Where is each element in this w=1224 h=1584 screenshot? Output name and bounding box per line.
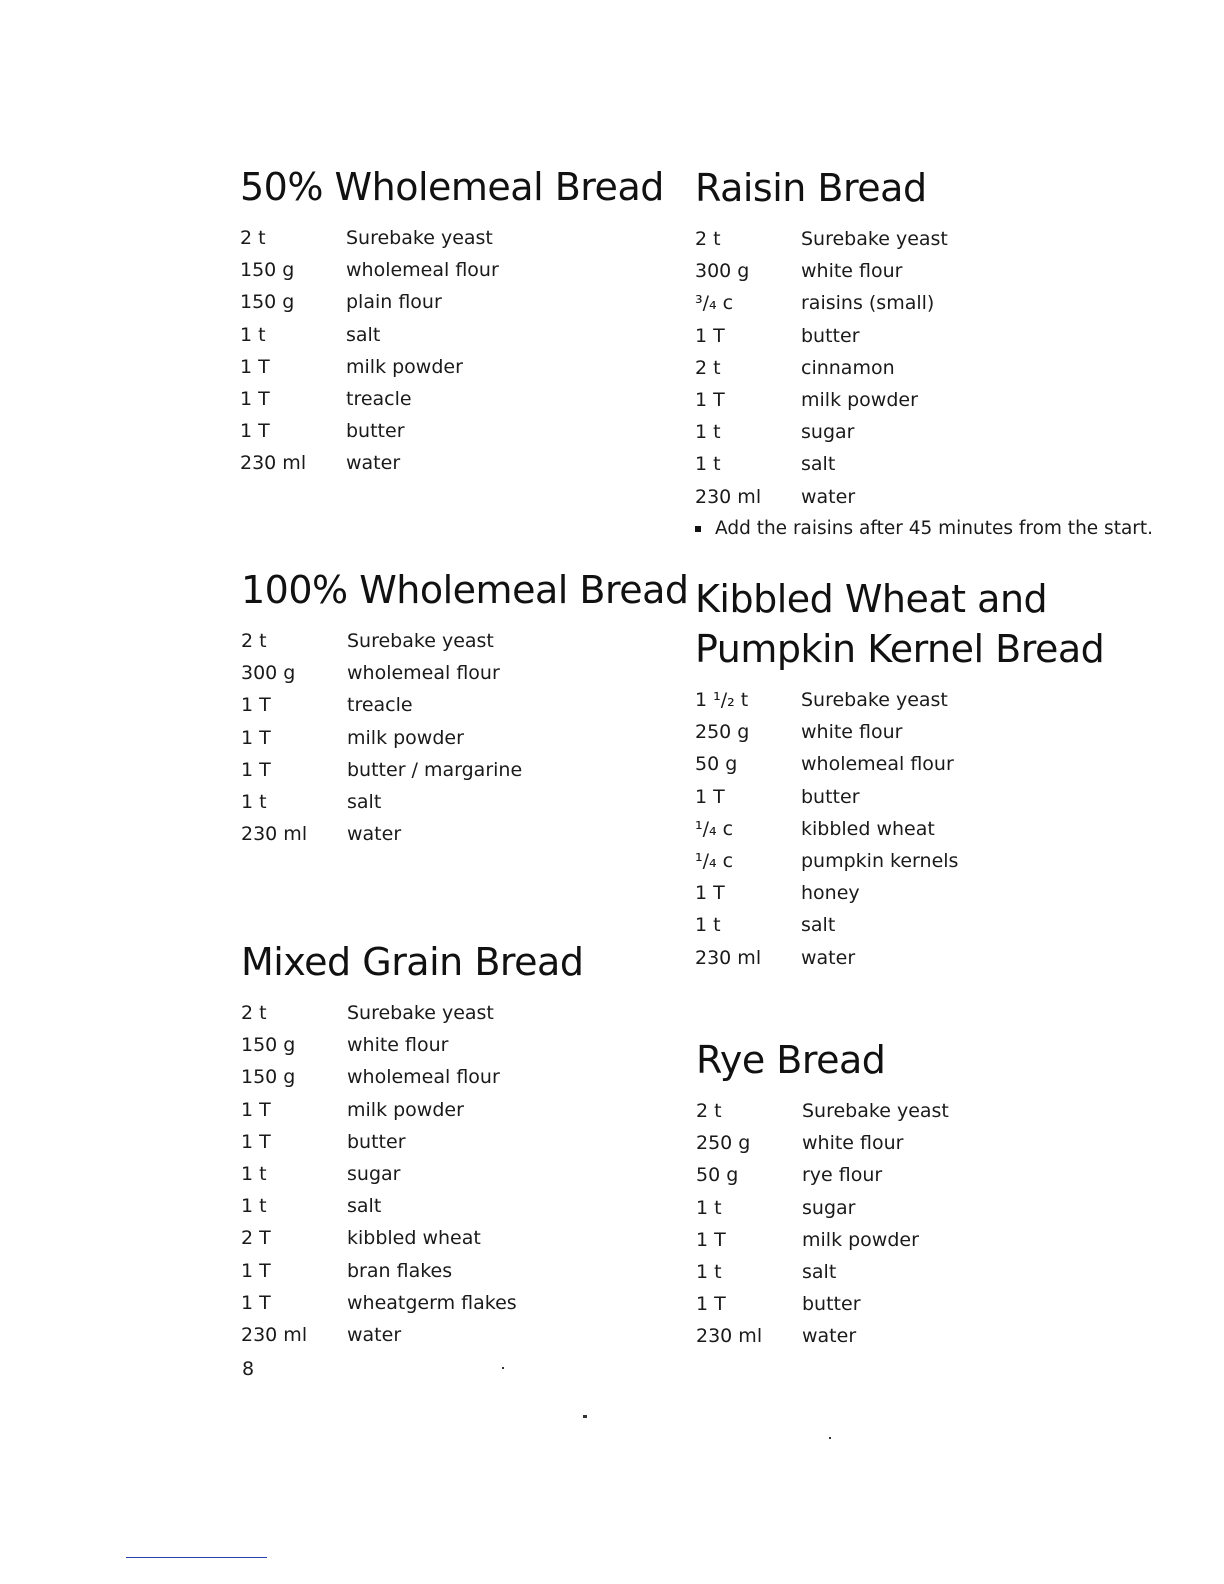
recipe-raisin — [695, 163, 1153, 545]
recipe-title-line: Mixed Grain Bread — [241, 940, 584, 984]
recipe-title — [241, 937, 583, 987]
ingredient-name: milk powder — [801, 389, 918, 412]
ingredient-quantity: 1 t — [695, 914, 721, 937]
ingredient-name: salt — [347, 1195, 382, 1218]
ingredient-quantity: 1 t — [241, 1163, 267, 1186]
ingredient-row — [696, 1320, 949, 1352]
scan-edge-line — [126, 1557, 267, 1558]
recipe-rye — [696, 1035, 949, 1353]
ingredient-quantity: 300 g — [695, 260, 750, 283]
ingredient-quantity: ¹/₄ c — [695, 817, 734, 840]
ingredient-row — [695, 352, 1153, 384]
ingredient-quantity: 1 t — [241, 791, 267, 814]
ingredient-name: salt — [801, 914, 836, 937]
ingredient-name: salt — [802, 1261, 837, 1284]
ingredient-name: butter — [801, 324, 860, 347]
ingredient-row — [695, 481, 1153, 513]
ingredient-row — [696, 1095, 949, 1127]
ingredient-row — [241, 1158, 583, 1190]
ingredient-quantity: 2 t — [695, 356, 721, 379]
recipe-title-line: Kibbled Wheat and — [695, 577, 1048, 621]
ingredient-name: Surebake yeast — [347, 630, 494, 653]
ingredient-quantity: 1 ¹/₂ t — [695, 689, 749, 712]
ingredient-row — [696, 1256, 949, 1288]
ingredient-name: milk powder — [347, 726, 464, 749]
ingredient-name: wheatgerm flakes — [347, 1291, 517, 1314]
ingredient-row — [240, 415, 664, 447]
ingredient-quantity: 1 t — [696, 1261, 722, 1284]
ingredient-row — [695, 877, 1104, 909]
ingredient-quantity: 250 g — [696, 1132, 751, 1155]
ingredient-row — [241, 1287, 583, 1319]
ingredient-row — [696, 1159, 949, 1191]
ingredient-quantity: 1 T — [240, 355, 270, 378]
ingredient-quantity: 150 g — [240, 259, 295, 282]
ingredient-name: bran flakes — [347, 1259, 453, 1282]
ingredient-quantity: 2 t — [240, 227, 266, 250]
ingredient-row — [696, 1224, 949, 1256]
recipe-note — [695, 513, 1153, 545]
recipe-title — [695, 163, 1153, 213]
ingredient-quantity: 230 ml — [695, 485, 762, 508]
ingredient-row — [695, 448, 1153, 480]
scan-speck — [502, 1367, 504, 1369]
ingredient-quantity: 1 T — [695, 785, 725, 808]
ingredient-name: white flour — [801, 260, 903, 283]
recipe-title-line: 50% Wholemeal Bread — [240, 165, 664, 209]
ingredient-name: white flour — [802, 1132, 904, 1155]
ingredient-row — [241, 1029, 583, 1061]
ingredient-list — [241, 625, 689, 850]
ingredient-name: wholemeal flour — [346, 259, 499, 282]
ingredient-row — [241, 1255, 583, 1287]
ingredient-name: white flour — [801, 721, 903, 744]
recipe-title — [241, 565, 689, 615]
ingredient-row — [695, 416, 1153, 448]
ingredient-row — [695, 942, 1104, 974]
ingredient-quantity: 230 ml — [240, 452, 307, 475]
ingredient-name: milk powder — [347, 1098, 464, 1121]
ingredient-list — [696, 1095, 949, 1353]
recipe-title — [695, 574, 1104, 674]
recipe-title — [240, 162, 664, 212]
ingredient-quantity: 1 T — [241, 1259, 271, 1282]
recipe-title-line: 100% Wholemeal Bread — [241, 568, 689, 612]
ingredient-quantity: 50 g — [696, 1164, 739, 1187]
ingredient-name: water — [802, 1325, 857, 1348]
ingredient-quantity: 150 g — [240, 291, 295, 314]
ingredient-quantity: 300 g — [241, 662, 296, 685]
ingredient-row — [241, 689, 689, 721]
recipe-50-wholemeal — [240, 162, 664, 480]
ingredient-quantity: 1 T — [696, 1228, 726, 1251]
ingredient-row — [241, 722, 689, 754]
ingredient-row — [241, 1126, 583, 1158]
recipe-title-line: Raisin Bread — [695, 166, 927, 210]
ingredient-quantity: 150 g — [241, 1034, 296, 1057]
ingredient-quantity: 1 T — [695, 324, 725, 347]
ingredient-row — [240, 383, 664, 415]
ingredient-quantity: 150 g — [241, 1066, 296, 1089]
ingredient-name: butter / margarine — [347, 758, 523, 781]
ingredient-list — [241, 997, 583, 1351]
recipe-title-line: Pumpkin Kernel Bread — [695, 627, 1105, 671]
ingredient-row — [695, 909, 1104, 941]
recipe-title-line: Rye Bread — [696, 1038, 886, 1082]
bullet-icon — [695, 526, 701, 532]
ingredient-row — [240, 286, 664, 318]
ingredient-name: water — [347, 1323, 402, 1346]
ingredient-quantity: 1 T — [695, 882, 725, 905]
ingredient-name: sugar — [347, 1163, 401, 1186]
ingredient-row — [241, 786, 689, 818]
ingredient-row — [695, 287, 1153, 319]
ingredient-name: salt — [346, 323, 381, 346]
ingredient-quantity: 230 ml — [695, 946, 762, 969]
ingredient-quantity: ¹/₄ c — [695, 850, 734, 873]
recipe-kibbled-wheat-pumpkin — [695, 574, 1104, 974]
ingredient-name: wholemeal flour — [801, 753, 954, 776]
ingredient-quantity: 230 ml — [241, 1323, 308, 1346]
ingredient-row — [241, 818, 689, 850]
ingredient-row — [241, 1061, 583, 1093]
ingredient-name: water — [347, 823, 402, 846]
ingredient-name: honey — [801, 882, 860, 905]
ingredient-quantity: 230 ml — [696, 1325, 763, 1348]
ingredient-name: Surebake yeast — [346, 227, 493, 250]
ingredient-name: butter — [346, 420, 405, 443]
ingredient-quantity: 1 T — [240, 388, 270, 411]
ingredient-row — [696, 1192, 949, 1224]
ingredient-quantity: 2 t — [695, 228, 721, 251]
scan-speck — [583, 1415, 587, 1418]
ingredient-name: Surebake yeast — [801, 689, 948, 712]
ingredient-row — [695, 716, 1104, 748]
ingredient-quantity: 1 T — [241, 1130, 271, 1153]
ingredient-name: rye flour — [802, 1164, 883, 1187]
ingredient-name: white flour — [347, 1034, 449, 1057]
ingredient-quantity: 1 T — [241, 1098, 271, 1121]
ingredient-quantity: 1 T — [241, 694, 271, 717]
ingredient-name: raisins (small) — [801, 292, 935, 315]
ingredient-name: sugar — [801, 421, 855, 444]
ingredient-name: treacle — [347, 694, 413, 717]
ingredient-quantity: 50 g — [695, 753, 738, 776]
ingredient-row — [240, 254, 664, 286]
ingredient-quantity: 2 T — [241, 1227, 271, 1250]
ingredient-row — [241, 657, 689, 689]
ingredient-quantity: ³/₄ c — [695, 292, 734, 315]
ingredient-quantity: 1 T — [695, 389, 725, 412]
ingredient-name: sugar — [802, 1196, 856, 1219]
ingredient-row — [240, 447, 664, 479]
ingredient-list — [695, 684, 1104, 974]
ingredient-row — [695, 223, 1153, 255]
ingredient-row — [696, 1127, 949, 1159]
ingredient-name: wholemeal flour — [347, 1066, 500, 1089]
ingredient-name: cinnamon — [801, 356, 895, 379]
ingredient-quantity: 2 t — [696, 1100, 722, 1123]
ingredient-row — [695, 748, 1104, 780]
ingredient-name: Surebake yeast — [801, 228, 948, 251]
ingredient-quantity: 1 T — [240, 420, 270, 443]
ingredient-row — [241, 997, 583, 1029]
page-number: 8 — [242, 1358, 255, 1380]
ingredient-row — [695, 320, 1153, 352]
ingredient-quantity: 1 t — [241, 1195, 267, 1218]
ingredient-quantity: 2 t — [241, 630, 267, 653]
ingredient-name: butter — [347, 1130, 406, 1153]
scan-speck — [829, 1437, 831, 1439]
ingredient-quantity: 1 t — [696, 1196, 722, 1219]
ingredient-name: water — [801, 946, 856, 969]
ingredient-name: water — [801, 485, 856, 508]
ingredient-list — [240, 222, 664, 480]
ingredient-name: milk powder — [802, 1228, 919, 1251]
ingredient-name: kibbled wheat — [347, 1227, 481, 1250]
recipe-mixed-grain — [241, 937, 583, 1351]
ingredient-row — [241, 754, 689, 786]
ingredient-name: wholemeal flour — [347, 662, 500, 685]
ingredient-name: Surebake yeast — [802, 1100, 949, 1123]
ingredient-row — [241, 1319, 583, 1351]
ingredient-name: treacle — [346, 388, 412, 411]
ingredient-name: butter — [801, 785, 860, 808]
recipe-note-text: Add the raisins after 45 minutes from the start. — [715, 518, 1154, 540]
ingredient-quantity: 1 t — [695, 421, 721, 444]
ingredient-row — [241, 1222, 583, 1254]
ingredient-quantity: 1 t — [240, 323, 266, 346]
ingredient-quantity: 1 T — [241, 758, 271, 781]
ingredient-row — [695, 255, 1153, 287]
recipe-100-wholemeal — [241, 565, 689, 850]
ingredient-name: pumpkin kernels — [801, 850, 959, 873]
ingredient-quantity: 230 ml — [241, 823, 308, 846]
ingredient-name: water — [346, 452, 401, 475]
ingredient-row — [241, 1190, 583, 1222]
ingredient-row — [240, 222, 664, 254]
ingredient-name: salt — [347, 791, 382, 814]
ingredient-row — [695, 684, 1104, 716]
ingredient-quantity: 250 g — [695, 721, 750, 744]
ingredient-quantity: 1 T — [241, 726, 271, 749]
ingredient-row — [695, 384, 1153, 416]
ingredient-row — [240, 351, 664, 383]
ingredient-name: kibbled wheat — [801, 817, 935, 840]
ingredient-name: Surebake yeast — [347, 1002, 494, 1025]
ingredient-row — [696, 1288, 949, 1320]
ingredient-list — [695, 223, 1153, 513]
ingredient-name: plain flour — [346, 291, 442, 314]
ingredient-quantity: 1 T — [696, 1293, 726, 1316]
ingredient-row — [695, 845, 1104, 877]
ingredient-row — [695, 781, 1104, 813]
ingredient-row — [241, 1094, 583, 1126]
ingredient-name: butter — [802, 1293, 861, 1316]
ingredient-row — [695, 813, 1104, 845]
ingredient-name: milk powder — [346, 355, 463, 378]
ingredient-row — [240, 319, 664, 351]
ingredient-row — [241, 625, 689, 657]
ingredient-quantity: 1 T — [241, 1291, 271, 1314]
ingredient-quantity: 1 t — [695, 453, 721, 476]
ingredient-name: salt — [801, 453, 836, 476]
recipe-title — [696, 1035, 949, 1085]
ingredient-quantity: 2 t — [241, 1002, 267, 1025]
